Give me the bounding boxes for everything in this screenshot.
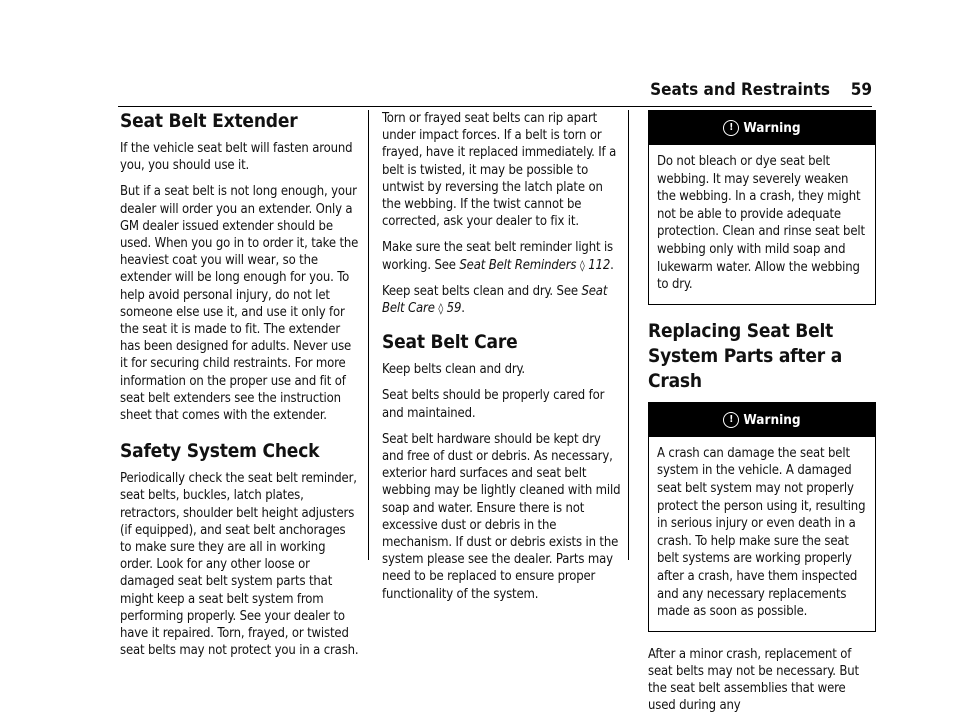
- heading-seat-belt-care: Seat Belt Care: [382, 331, 518, 354]
- warning-icon: !: [723, 120, 739, 136]
- paragraph: Torn or frayed seat belts can rip apart under impact forces. If a belt is torn or frayed, have it replaced immediately. If a belt is twisted, it may be possible to untwist by reversing the latch plate on the webbing. If the twist cannot be corrected, ask your dealer to fix it.: [382, 111, 617, 230]
- cross-reference-link[interactable]: Seat Belt Reminders: [459, 257, 577, 273]
- warning-body: [649, 145, 875, 304]
- column-3: [620, 110, 876, 724]
- warning-text: Do not bleach or dye seat belt webbing. It may severely weaken the webbing. In a crash, they might not be able to provide adequate protection. Clean and rinse seat belt webbing only with mild soap and lukewarm water. Allow the webbing to dry.: [657, 154, 865, 293]
- warning-icon: !: [723, 412, 739, 428]
- column-divider: [368, 110, 369, 560]
- column-1: [120, 110, 360, 668]
- column-2: [382, 110, 622, 612]
- heading-safety-system-check: Safety System Check: [120, 440, 320, 463]
- header-rule: [118, 106, 872, 107]
- paragraph: Periodically check the seat belt reminder, seat belts, buckles, latch plates, retractors, shoulder belt height adjusters (if equipped), and seat belt anchorages to make sure they are all in working order. Look for any other loose or damaged seat belt system parts that might keep a seat belt system from performing properly. See your dealer to have it repaired. Torn, frayed, or twisted seat belts may not protect you in a crash.: [120, 471, 359, 659]
- page-number: 59: [850, 80, 872, 100]
- paragraph: Seat belts should be properly cared for and maintained.: [382, 388, 605, 421]
- section-title: Seats and Restraints: [650, 80, 830, 100]
- warning-text: A crash can damage the seat belt system in the vehicle. A damaged seat belt system may not properly protect the person using it, resulting in serious injury or even death in a crash. To help make sure the seat belt systems are working properly after a crash, have them inspected and any necessary replacements made as soon as possible.: [657, 445, 866, 620]
- cross-reference-link[interactable]: Seat Belt Care: [382, 283, 608, 317]
- page-header: [0, 80, 960, 106]
- warning-box: [648, 402, 876, 632]
- page-ref-number[interactable]: 112: [588, 257, 611, 273]
- paragraph: Make sure the seat belt reminder light is working. See Seat Belt Reminders ◊ 112.: [382, 240, 614, 273]
- warning-title-bar: ! Warning: [649, 403, 875, 437]
- page-ref-icon: ◊: [438, 302, 444, 316]
- page-ref-icon: ◊: [579, 258, 585, 272]
- warning-body: [649, 437, 875, 631]
- paragraph: Seat belt hardware should be kept dry and free of dust or debris. As necessary, exterior hard surfaces and seat belt webbing may be lightly cleaned with mild soap and water. Ensure there is not excessive dust or debris in the mechanism. If dust or debris exists in the system please see the dealer. Parts may need to be replaced to ensure proper functionality of the system.: [382, 431, 621, 602]
- paragraph: If the vehicle seat belt will fasten around you, you should use it.: [120, 141, 353, 174]
- warning-title-bar: ! Warning: [649, 111, 875, 145]
- heading-replacing-parts: Replacing Seat Belt System Parts after a Crash: [648, 319, 843, 392]
- paragraph: But if a seat belt is not long enough, your dealer will order you an extender. Only a GM dealer issued extender should be used. When you go in to order it, take the heaviest coat you will wear, so the extender will be long enough for you. To help avoid personal injury, do not let someone else use it, and use it only for the seat it is made to fit. The extender has been designed for adults. Never use it for securing child restraints. For more information on the proper use and fit of seat belt extenders see the instruction sheet that comes with the extender.: [120, 184, 359, 424]
- paragraph: After a minor crash, replacement of seat belts may not be necessary. But the seat belt assemblies that were used during any: [648, 646, 859, 714]
- page-ref-number[interactable]: 59: [446, 301, 462, 317]
- heading-seat-belt-extender: Seat Belt Extender: [120, 110, 298, 132]
- paragraph: Keep seat belts clean and dry. See Seat Belt Care ◊ 59.: [382, 283, 608, 317]
- paragraph: Keep belts clean and dry.: [382, 362, 525, 378]
- warning-box: [648, 110, 876, 305]
